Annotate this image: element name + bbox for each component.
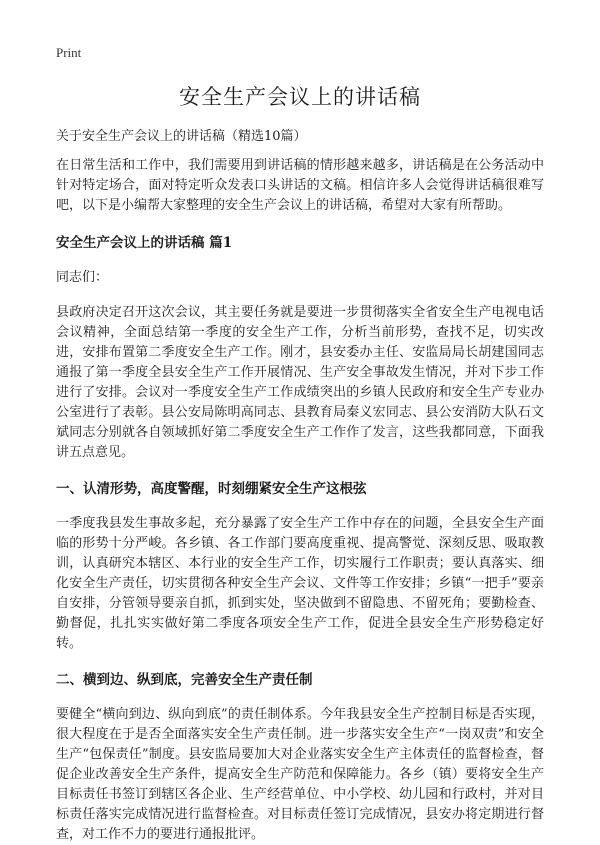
intro-paragraph: 在日常生活和工作中，我们需要用到讲话稿的情形越来越多，讲话稿是在公务活动中针对特定场合，面对特定听众发表口头讲话的文稿。相信许多人会觉得讲话稿很难写吧，以下是小编帮大家整理的安全生产会议上的讲话稿，希望对大家有所帮助。 [56, 158, 544, 213]
body-paragraph-3: 要健全“横向到边、纵向到底”的责任制体系。今年我县安全生产控制目标是否实现，很大程度在于是否全面落实安全生产责任制。进一步落实安全生产“一岗双责”和安全生产“包保责任”制度。县安监局要加大对企业落实安全生产主体责任的监督检查，督促企业改善安全生产条件，提高安全生产防范和保障能力。各乡（镇）要将安全生产目标责任书签订到辖区各企业、生产经营单位、中小学校、幼儿园和行政村，并对目标责任落实完成情况进行监督检查。对目标责任签订完成情况，县安办将定期进行督查，对工作不力的要进行通报批评。 [56, 707, 544, 842]
article-heading: 安全生产会议上的讲话稿 篇1 [56, 235, 233, 251]
body-paragraph-2: 一季度我县发生事故多起，充分暴露了安全生产工作中存在的问题，全县安全生产面临的形势十分严峻。各乡镇、各工作部门要高度重视、提高警觉、深刻反思、吸取教训，认真研究本辖区、本行业的安全生产工作，切实履行工作职责；要认真落实、细化安全生产责任，切实贯彻各种安全生产会议、文件等工作安排；乡镇“一把手”要亲自安排，分管领导要亲自抓，抓到实处，坚决做到不留隐患、不留死角；要勤检查、勤督促，扎扎实实做好第二季度各项安全生产工作，促进全县安全生产形势稳定好转。 [56, 516, 544, 651]
section-heading-1: 一、认清形势，高度警醒，时刻绷紧安全生产这根弦 [56, 481, 367, 497]
greeting: 同志们： [56, 270, 109, 285]
page-title: 安全生产会议上的讲话稿 [179, 85, 421, 109]
print-link[interactable]: Print [56, 45, 82, 60]
body-paragraph-1: 县政府决定召开这次会议，其主要任务就是要进一步贯彻落实全省安全生产电视电话会议精神，全面总结第一季度的安全生产工作，分析当前形势，查找不足，切实改进，安排布置第二季度安全生产工作。刚才，县安委办主任、安监局局长胡建国同志通报了第一季度全县安全生产工作开展情况、生产安全事故发生情况，并对下步工作进行了安排。会议对一季度安全生产工作成绩突出的乡镇人民政府和安全生产专业办公室进行了表彰。县公安局陈明高同志、县教育局秦义宏同志、县公安消防大队石文斌同志分别就各自领域抓好第二季度安全生产工作作了发言，这些我都同意，下面我讲五点意见。 [56, 305, 544, 460]
document-subtitle: 关于安全生产会议上的讲话稿（精选10篇） [56, 129, 307, 144]
section-heading-2: 二、横到边、纵到底，完善安全生产责任制 [56, 672, 313, 688]
